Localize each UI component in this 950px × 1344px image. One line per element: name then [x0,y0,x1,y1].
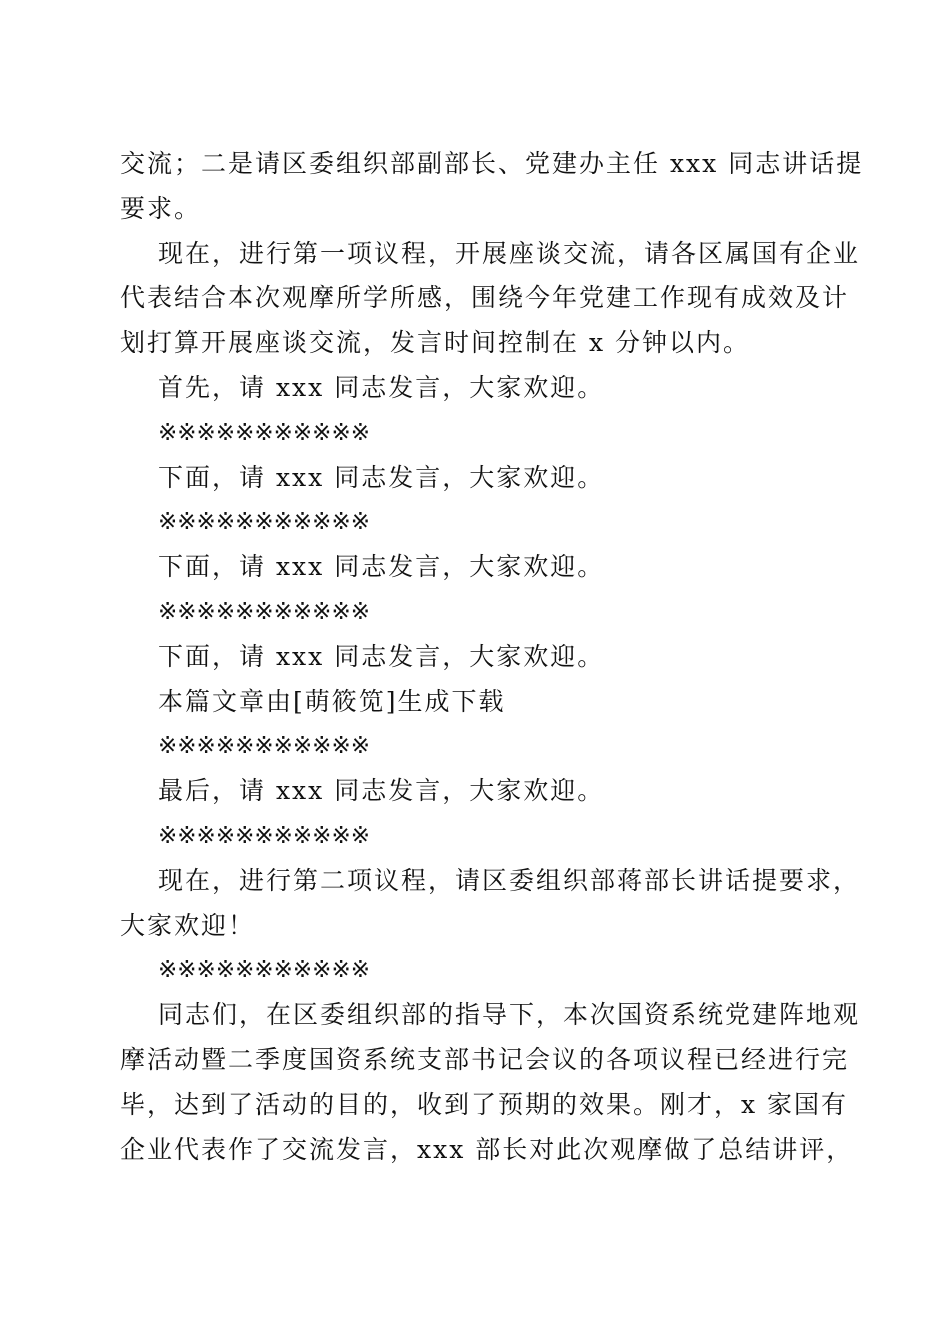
text-line: 摩活动暨二季度国资系统支部书记会议的各项议程已经进行完 [120,1044,850,1074]
text-line: 企业代表作了交流发言，xxx 部长对此次观摩做了总结讲评， [120,1134,854,1164]
placeholder-separator: ※※※※※※※※※※※ [158,957,370,984]
text-line: 交流；二是请区委组织部副部长、党建办主任 xxx 同志讲话提 [120,149,864,178]
text-line: 划打算开展座谈交流，发言时间控制在 x 分钟以内。 [120,328,750,358]
paragraph-start-line: 现在，进行第一项议程，开展座谈交流，请各区属国有企业 [158,238,861,268]
placeholder-separator: ※※※※※※※※※※※ [158,598,370,625]
text-line: 毕，达到了活动的目的，收到了预期的效果。刚才，x 家国有 [120,1089,849,1119]
speaker-intro-line: 首先，请 xxx 同志发言，大家欢迎。 [158,372,605,402]
document-body [120,142,864,1172]
text-line: 要求。 [120,193,202,223]
speaker-intro-line: 下面，请 xxx 同志发言，大家欢迎。 [158,462,605,492]
text-line: 代表结合本次观摩所学所感，围绕今年党建工作现有成效及计 [120,283,850,313]
placeholder-separator: ※※※※※※※※※※※ [158,733,370,760]
speaker-intro-line: 下面，请 xxx 同志发言，大家欢迎。 [158,552,605,582]
speaker-intro-line: 最后，请 xxx 同志发言，大家欢迎。 [158,776,605,806]
placeholder-separator: ※※※※※※※※※※※ [158,419,370,446]
speaker-intro-line: 下面，请 xxx 同志发言，大家欢迎。 [158,641,605,671]
watermark-note-line: 本篇文章由[萌筱笕]生成下载 [158,686,506,716]
paragraph-start-line: 现在，进行第二项议程，请区委组织部蒋部长讲话提要求， [158,865,861,895]
placeholder-separator: ※※※※※※※※※※※ [158,822,370,849]
placeholder-separator: ※※※※※※※※※※※ [158,509,370,536]
paragraph-start-line: 同志们，在区委组织部的指导下，本次国资系统党建阵地观 [158,1000,861,1030]
text-line: 大家欢迎！ [120,910,256,940]
